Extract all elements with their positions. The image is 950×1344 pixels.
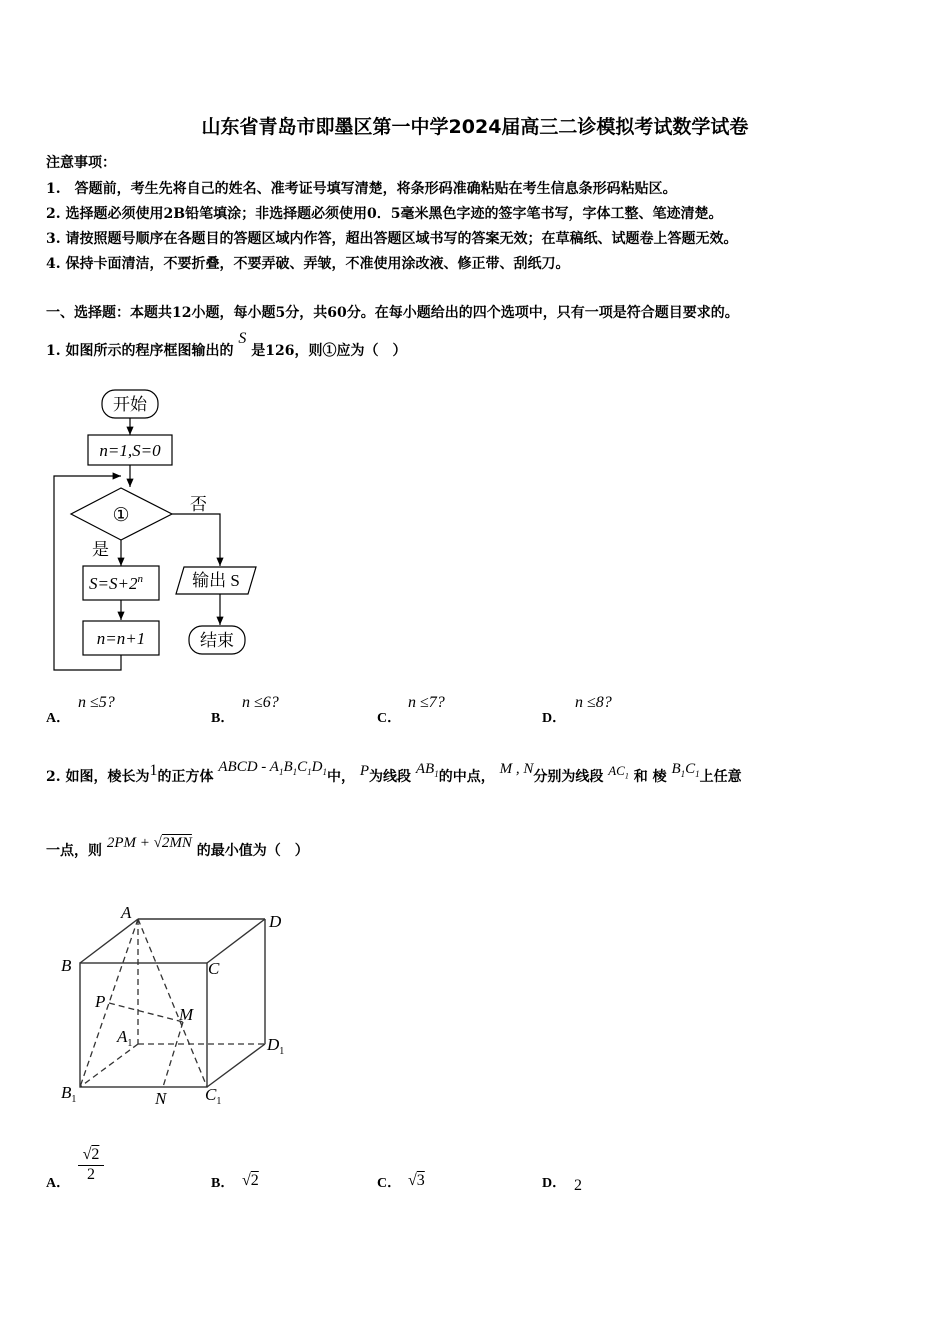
notice-item-1: 1. 答题前，考生先将自己的姓名、准考证号填写清楚，将条形码准确粘贴在考生信息条形码粘贴区。 (46, 181, 677, 197)
q2-line2-text-2: 的最小值为（ ） (196, 843, 309, 859)
flow-output-text: 输出 S (192, 571, 240, 590)
cube-label-d: D (269, 912, 282, 931)
q2-option-b-text: √2 (242, 1172, 259, 1189)
cube-label-d1: $D_1$ (267, 1035, 285, 1057)
option-letter: C． (377, 711, 402, 726)
q2-option-d-text: 2 (574, 1177, 582, 1194)
option-letter: D． (542, 711, 567, 726)
option-letter: C． (377, 1176, 402, 1191)
q2-option-a[interactable] (46, 1172, 70, 1192)
q2-text-4: 为线段 (369, 769, 412, 785)
q2-option-c[interactable] (377, 1172, 401, 1192)
q2-math-1: 1 (149, 762, 158, 779)
option-letter: A． (46, 1176, 71, 1191)
flow-yes-label: 是 (92, 540, 109, 559)
cube-label-a1: $A_1$ (117, 1027, 133, 1049)
cube-label-c: C (208, 959, 220, 978)
q2-text-3: 中， (326, 769, 355, 785)
cube-label-m: M (179, 1005, 194, 1024)
q2-stem-line2 (46, 835, 309, 860)
q2-text-6: 分别为线段 (533, 769, 604, 785)
notice-item-3: 3. 请按照题号顺序在各题目的答题区域内作答，超出答题区域书写的答案无效；在草稿纸、试题卷上答题无效。 (46, 231, 738, 247)
q2-math-ab1: $AB_1$ (415, 761, 439, 779)
q1-stem (46, 330, 407, 360)
q2-math-p: P (359, 763, 370, 779)
q2-option-a-frac: √2 2 (78, 1146, 104, 1184)
q2-option-c-text: √3 (408, 1172, 425, 1189)
q1-var: S (238, 330, 247, 347)
q2-line2-text-1: 一点，则 (46, 843, 102, 859)
flow-step1-text: $S=S+2^n$ (89, 573, 143, 593)
q1-option-b[interactable] (211, 707, 234, 727)
q2-text-8: 上任意 (699, 769, 742, 785)
q1-option-d-text: n ≤8? (575, 694, 612, 711)
cube-label-n: N (155, 1089, 167, 1108)
q2-text-7: 和 棱 (633, 769, 667, 785)
option-letter: A． (46, 711, 71, 726)
q1-option-b-text: n ≤6? (242, 694, 279, 711)
q1-option-d[interactable] (542, 707, 566, 727)
notice-heading: 注意事项： (46, 155, 116, 171)
q2-text-1: 2. 如图，棱长为 (46, 769, 150, 785)
q2-math-mn: M , N (499, 761, 534, 777)
flow-no-label: 否 (190, 495, 207, 514)
q1-prefix: 1. 如图所示的程序框图输出的 (46, 343, 234, 359)
q1-option-c[interactable] (377, 707, 401, 727)
option-letter: D． (542, 1176, 567, 1191)
q2-text-2: 的正方体 (157, 769, 214, 785)
cube-label-p: P (95, 992, 106, 1011)
q1-flowchart (40, 380, 280, 680)
q2-math-b1c1: $B_1C_1$ (671, 761, 700, 779)
cube-label-b: B (61, 956, 72, 975)
flow-start-text: 开始 (113, 395, 147, 414)
q1-option-a[interactable] (46, 707, 70, 727)
section-heading: 一、选择题：本题共12小题，每小题5分，共60分。在每小题给出的四个选项中，只有一项是符合题目要求的。 (46, 305, 739, 321)
notice-item-2: 2. 选择题必须使用2B铅笔填涂；非选择题必须使用0．5毫米黑色字迹的签字笔书写，字体工整、笔迹清楚。 (46, 206, 723, 222)
page-title: 山东省青岛市即墨区第一中学2024届高三二诊模拟考试数学试卷 (201, 116, 749, 138)
q1-suffix: 是126，则①应为（ ） (251, 343, 407, 359)
q2-expression: 2PM + √2MN (106, 835, 192, 851)
q2-option-b[interactable] (211, 1172, 234, 1192)
option-letter: B． (211, 1176, 235, 1191)
notice-item-4: 4. 保持卡面清洁，不要折叠，不要弄破、弄皱，不准使用涂改液、修正带、刮纸刀。 (46, 256, 570, 272)
cube-label-c1: $C_1$ (205, 1085, 222, 1107)
q2-stem-line1 (46, 759, 742, 787)
flow-step2-text: n=n+1 (96, 629, 146, 648)
flow-init-text: n=1,S=0 (99, 441, 161, 460)
cube-label-a: A (121, 903, 132, 922)
option-letter: B． (211, 711, 235, 726)
q2-text-5: 的中点， (438, 769, 495, 785)
q2-cube-figure (55, 900, 305, 1115)
q2-option-d[interactable] (542, 1172, 566, 1192)
cube-label-b1: $B_1$ (61, 1083, 77, 1105)
flow-end-text: 结束 (200, 631, 234, 650)
q2-math-cube: ABCD - $A_1B_1C_1D_1$ (218, 759, 327, 777)
q1-option-c-text: n ≤7? (408, 694, 445, 711)
flow-cond-text: ① (112, 505, 130, 526)
q1-option-a-text: n ≤5? (78, 694, 115, 711)
q2-math-ac1: $AC_1$ (608, 763, 629, 781)
